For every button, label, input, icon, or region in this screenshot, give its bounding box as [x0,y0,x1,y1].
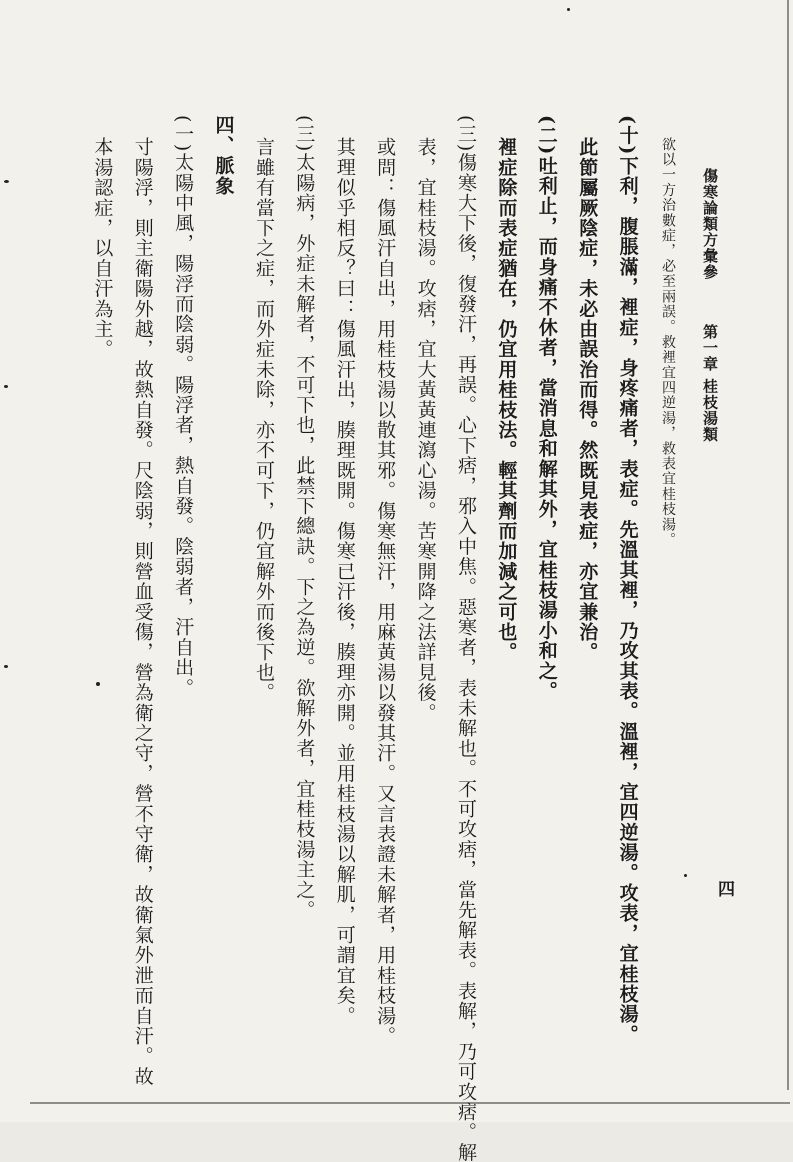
scan-speck [684,874,687,877]
scan-edge-right [787,0,789,1090]
text-line: 裡症除而表症猶在，仍宜用桂枝法。輕其劑而加減之可也。 [495,137,518,663]
text-line: 欲以一方治數症，必至兩誤。救裡宜四逆湯，救表宜桂枝湯。 [660,137,676,548]
page-number: 四 [714,880,734,897]
section-heading: 四、脈象 [212,115,235,196]
text-line: 本湯認症，以自汗為主。 [91,137,114,360]
scan-speck [96,682,100,686]
text-line: 其理似乎相反？曰：傷風汗出，腠理既開。傷寒已汗後，腠理亦開。並用桂枝湯以解肌，可謂宜矣。 [333,137,356,1026]
text-line: (三)傷寒大下後，復發汗，再誤。心下痞，邪入中焦。惡寒者，表未解也。不可攻痞，當先解表。表解，乃可攻痞。解 [454,115,477,1162]
text-line: 或問：傷風汗自出，用桂枝湯以散其邪。傷寒無汗，用麻黃湯以發其汗。又言表證未解者，用桂枝湯。 [374,137,397,1046]
text-line: 表，宜桂枝湯。攻痞，宜大黃黃連瀉心湯。苦寒開降之法詳見後。 [414,137,437,723]
scan-speck [4,385,8,388]
book-title: 傷寒論類方彙參 [701,168,719,280]
chapter-title: 第一章 桂枝湯類 [701,324,719,443]
text-line: (一)太陽中風，陽浮而陰弱。陽浮者，熱自發。陰弱者，汗自出。 [172,115,195,698]
text-line: 言雖有當下之症，而外症未除，亦不可下，仍宜解外而後下也。 [252,137,275,703]
text-line: (三)太陽病，外症未解者，不可下也，此禁下總訣。下之為逆。欲解外者，宜桂枝湯主之。 [293,115,316,921]
body-text [82,115,688,1162]
running-header [700,168,721,443]
text-line: 寸陽浮，則主衛陽外越，故熱自發。尺陰弱，則營血受傷，營為衛之守，營不守衛，故衛氣外泄而自汗。故 [131,137,154,1087]
text-line: 此節屬厥陰症，未必由誤治而得。然既見表症，亦宜兼治。 [576,137,599,663]
text-line: (二)吐利止，而身痛不休者，當消息和解其外，宜桂枝湯小和之。 [535,115,558,701]
scan-speck [567,8,570,11]
scan-speck [4,180,9,183]
text-line: (十)下利，腹脹滿，裡症，身疼痛者，表症。先溫其裡，乃攻其表。溫裡，宜四逆湯。攻表，宜桂枝湯。 [616,115,639,1045]
scan-speck [4,665,8,668]
